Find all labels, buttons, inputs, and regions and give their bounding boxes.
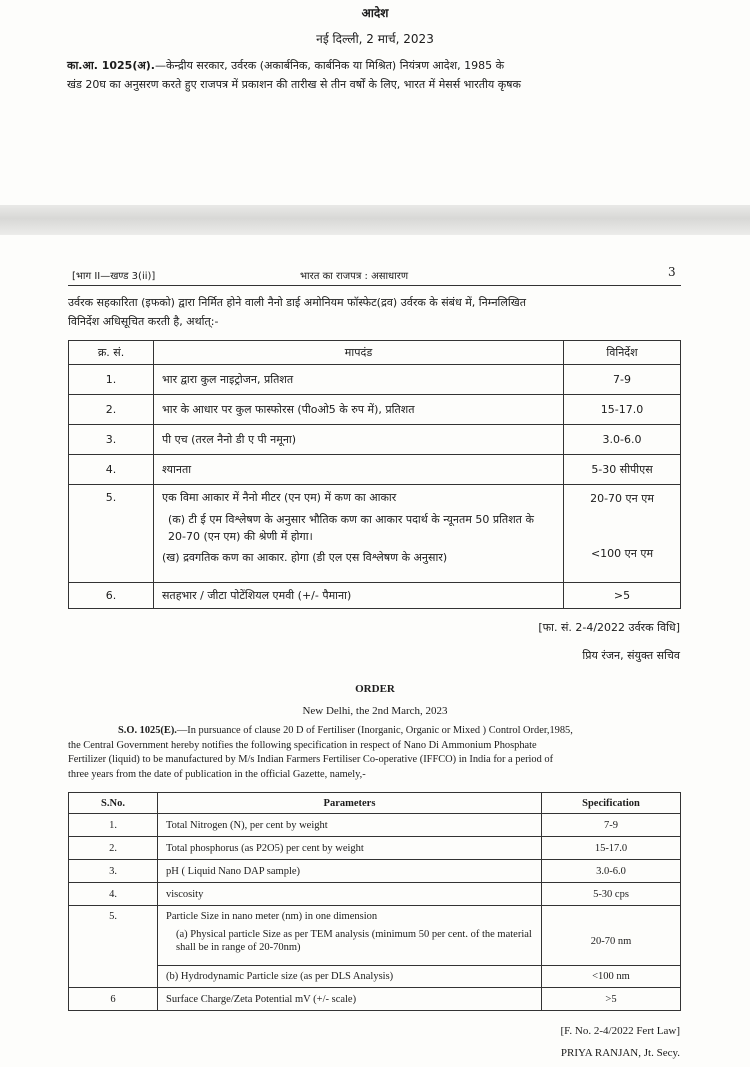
english-signatory: PRIYA RANJAN, Jt. Secy. <box>560 1047 680 1059</box>
specification: 15-17.0 <box>564 395 681 425</box>
order-place-date: New Delhi, the 2nd March, 2023 <box>302 705 448 717</box>
hindi-order-heading: आदेश <box>361 6 389 20</box>
serial-number: 3. <box>69 425 154 455</box>
table-row <box>69 988 681 1011</box>
specification: 5-30 सीपीएस <box>564 455 681 485</box>
specification: 20-70 nm <box>542 906 681 966</box>
table-row <box>69 485 681 583</box>
parameter: (b) Hydrodynamic Particle size (as per DLS Analysis) <box>158 966 542 988</box>
parameter-line: (क) टी ई एम विश्लेषण के अनुसार भौतिक कण का आकार पदार्थ के न्यूनतम 50 प्रतिशत के 20-70 (एन एम) की श्रेणी में होगा। <box>168 513 534 543</box>
hindi-para-line: खंड 20घ का अनुसरण करते हुए राजपत्र में प्रकाशन की तारीख से तीन वर्षों के लिए, भारत में मेसर्स भारतीय कृषक <box>67 78 521 91</box>
serial-number: 6. <box>69 583 154 609</box>
parameter-line: Particle Size in nano meter (nm) in one dimension <box>166 911 378 922</box>
specification: <100 nm <box>542 966 681 988</box>
page-separator <box>0 205 750 235</box>
specification: >5 <box>564 583 681 609</box>
specification-line: <100 एन एम <box>590 547 654 560</box>
specification: 7-9 <box>564 365 681 395</box>
table-header-row <box>69 793 681 814</box>
serial-number: 5. <box>69 906 158 988</box>
specification: 7-9 <box>542 814 681 837</box>
hindi-specification-table <box>68 340 681 609</box>
order-number: S.O. 1025(E). <box>118 725 177 736</box>
table-row <box>69 425 681 455</box>
parameter: Total Nitrogen (N), per cent by weight <box>158 814 542 837</box>
table-row <box>69 583 681 609</box>
parameter: Total phosphorus (as P2O5) per cent by weight <box>158 837 542 860</box>
table-row <box>69 966 681 988</box>
english-file-number: [F. No. 2-4/2022 Fert Law] <box>560 1025 680 1037</box>
order-line: three years from the date of publication in the official Gazette, namely,- <box>68 768 366 780</box>
parameter-line: एक विमा आकार में नैनो मीटर (एन एम) में कण का आकार <box>162 491 397 504</box>
serial-number: 4. <box>69 455 154 485</box>
parameter: भार के आधार पर कुल फास्फोरस (पीoओ5 के रुप में), प्रतिशत <box>154 395 564 425</box>
parameter: Surface Charge/Zeta Potential mV (+/- scale) <box>158 988 542 1011</box>
gazette-page-top <box>0 0 750 205</box>
parameter-line: (ख) द्रवगतिक कण का आकार. होगा (डी एल एस विश्लेषण के अनुसार) <box>162 551 448 564</box>
table-row <box>69 395 681 425</box>
table-header-row <box>69 341 681 365</box>
column-header: क्र. सं. <box>69 341 154 365</box>
parameter: श्यानता <box>154 455 564 485</box>
table-row <box>69 365 681 395</box>
parameter: सतहभार / जीटा पोटेंशियल एमवी (+/- पैमाना) <box>154 583 564 609</box>
order-paragraph <box>68 724 683 782</box>
column-header: Specification <box>542 793 681 814</box>
serial-number: 6 <box>69 988 158 1011</box>
hindi-order-paragraph <box>67 56 682 94</box>
specification <box>564 485 681 583</box>
parameter-particle-size <box>154 485 564 583</box>
parameter: viscosity <box>158 883 542 906</box>
hindi-file-number: [फा. सं. 2-4/2022 उर्वरक विधि] <box>538 621 680 634</box>
order-line: —In pursuance of clause 20 D of Fertiliser (Inorganic, Organic or Mixed ) Control Order,1985, <box>176 725 573 736</box>
page-header-center: भारत का राजपत्र : असाधारण <box>300 271 409 282</box>
order-heading: ORDER <box>355 683 395 695</box>
column-header: S.No. <box>69 793 158 814</box>
hindi-signatory: प्रिय रंजन, संयुक्त सचिव <box>582 649 680 662</box>
table-row <box>69 883 681 906</box>
column-header: मापदंड <box>154 341 564 365</box>
serial-number: 1. <box>69 365 154 395</box>
gazette-page-3 <box>0 235 750 1067</box>
hindi-order-number: का.आ. 1025(अ). <box>67 59 155 72</box>
table-row <box>69 860 681 883</box>
serial-number: 2. <box>69 395 154 425</box>
specification: 3.0-6.0 <box>564 425 681 455</box>
serial-number: 3. <box>69 860 158 883</box>
header-rule <box>68 285 681 286</box>
specification-line: 20-70 एन एम <box>590 492 654 505</box>
specification: 15-17.0 <box>542 837 681 860</box>
specification: >5 <box>542 988 681 1011</box>
hindi-continued-paragraph <box>68 293 683 331</box>
serial-number: 1. <box>69 814 158 837</box>
page-header-left: [भाग II—खण्ड 3(ii)] <box>72 271 156 282</box>
order-line: the Central Government hereby notifies the following specification in respect of Nano Di Ammonium Phosphate <box>68 739 537 751</box>
parameter-particle-size <box>158 906 542 966</box>
hindi-para-line: विनिर्देश अधिसूचित करती है, अर्थात्:- <box>68 315 219 328</box>
english-specification-table <box>68 792 681 1011</box>
specification: 5-30 cps <box>542 883 681 906</box>
page-number: 3 <box>668 265 676 279</box>
table-row <box>69 455 681 485</box>
table-row <box>69 814 681 837</box>
serial-number: 5. <box>69 485 154 583</box>
serial-number: 4. <box>69 883 158 906</box>
serial-number: 2. <box>69 837 158 860</box>
column-header: विनिर्देश <box>564 341 681 365</box>
hindi-place-date: नई दिल्ली, 2 मार्च, 2023 <box>316 32 434 46</box>
parameter: pH ( Liquid Nano DAP sample) <box>158 860 542 883</box>
parameter: भार द्वारा कुल नाइट्रोजन, प्रतिशत <box>154 365 564 395</box>
parameter-line: (a) Physical particle Size as per TEM analysis (minimum 50 per cent. of the material shall be in range of 20-70nm) <box>176 929 532 953</box>
specification: 3.0-6.0 <box>542 860 681 883</box>
table-row <box>69 906 681 966</box>
column-header: Parameters <box>158 793 542 814</box>
hindi-para-line: उर्वरक सहकारिता (इफको) द्वारा निर्मित होने वाली नैनो डाई अमोनियम फॉस्फेट(द्रव) उर्वरक के संबंध में, निम्नलिखित <box>68 296 526 309</box>
order-line: Fertilizer (liquid) to be manufactured by M/s Indian Farmers Fertiliser Co-operative (IFFCO) in India for a period of <box>68 754 554 765</box>
hindi-para-line: —केन्द्रीय सरकार, उर्वरक (अकार्बनिक, कार्बनिक या मिश्रित) नियंत्रण आदेश, 1985 के <box>154 59 505 72</box>
table-row <box>69 837 681 860</box>
parameter: पी एच (तरल नैनो डी ए पी नमूना) <box>154 425 564 455</box>
